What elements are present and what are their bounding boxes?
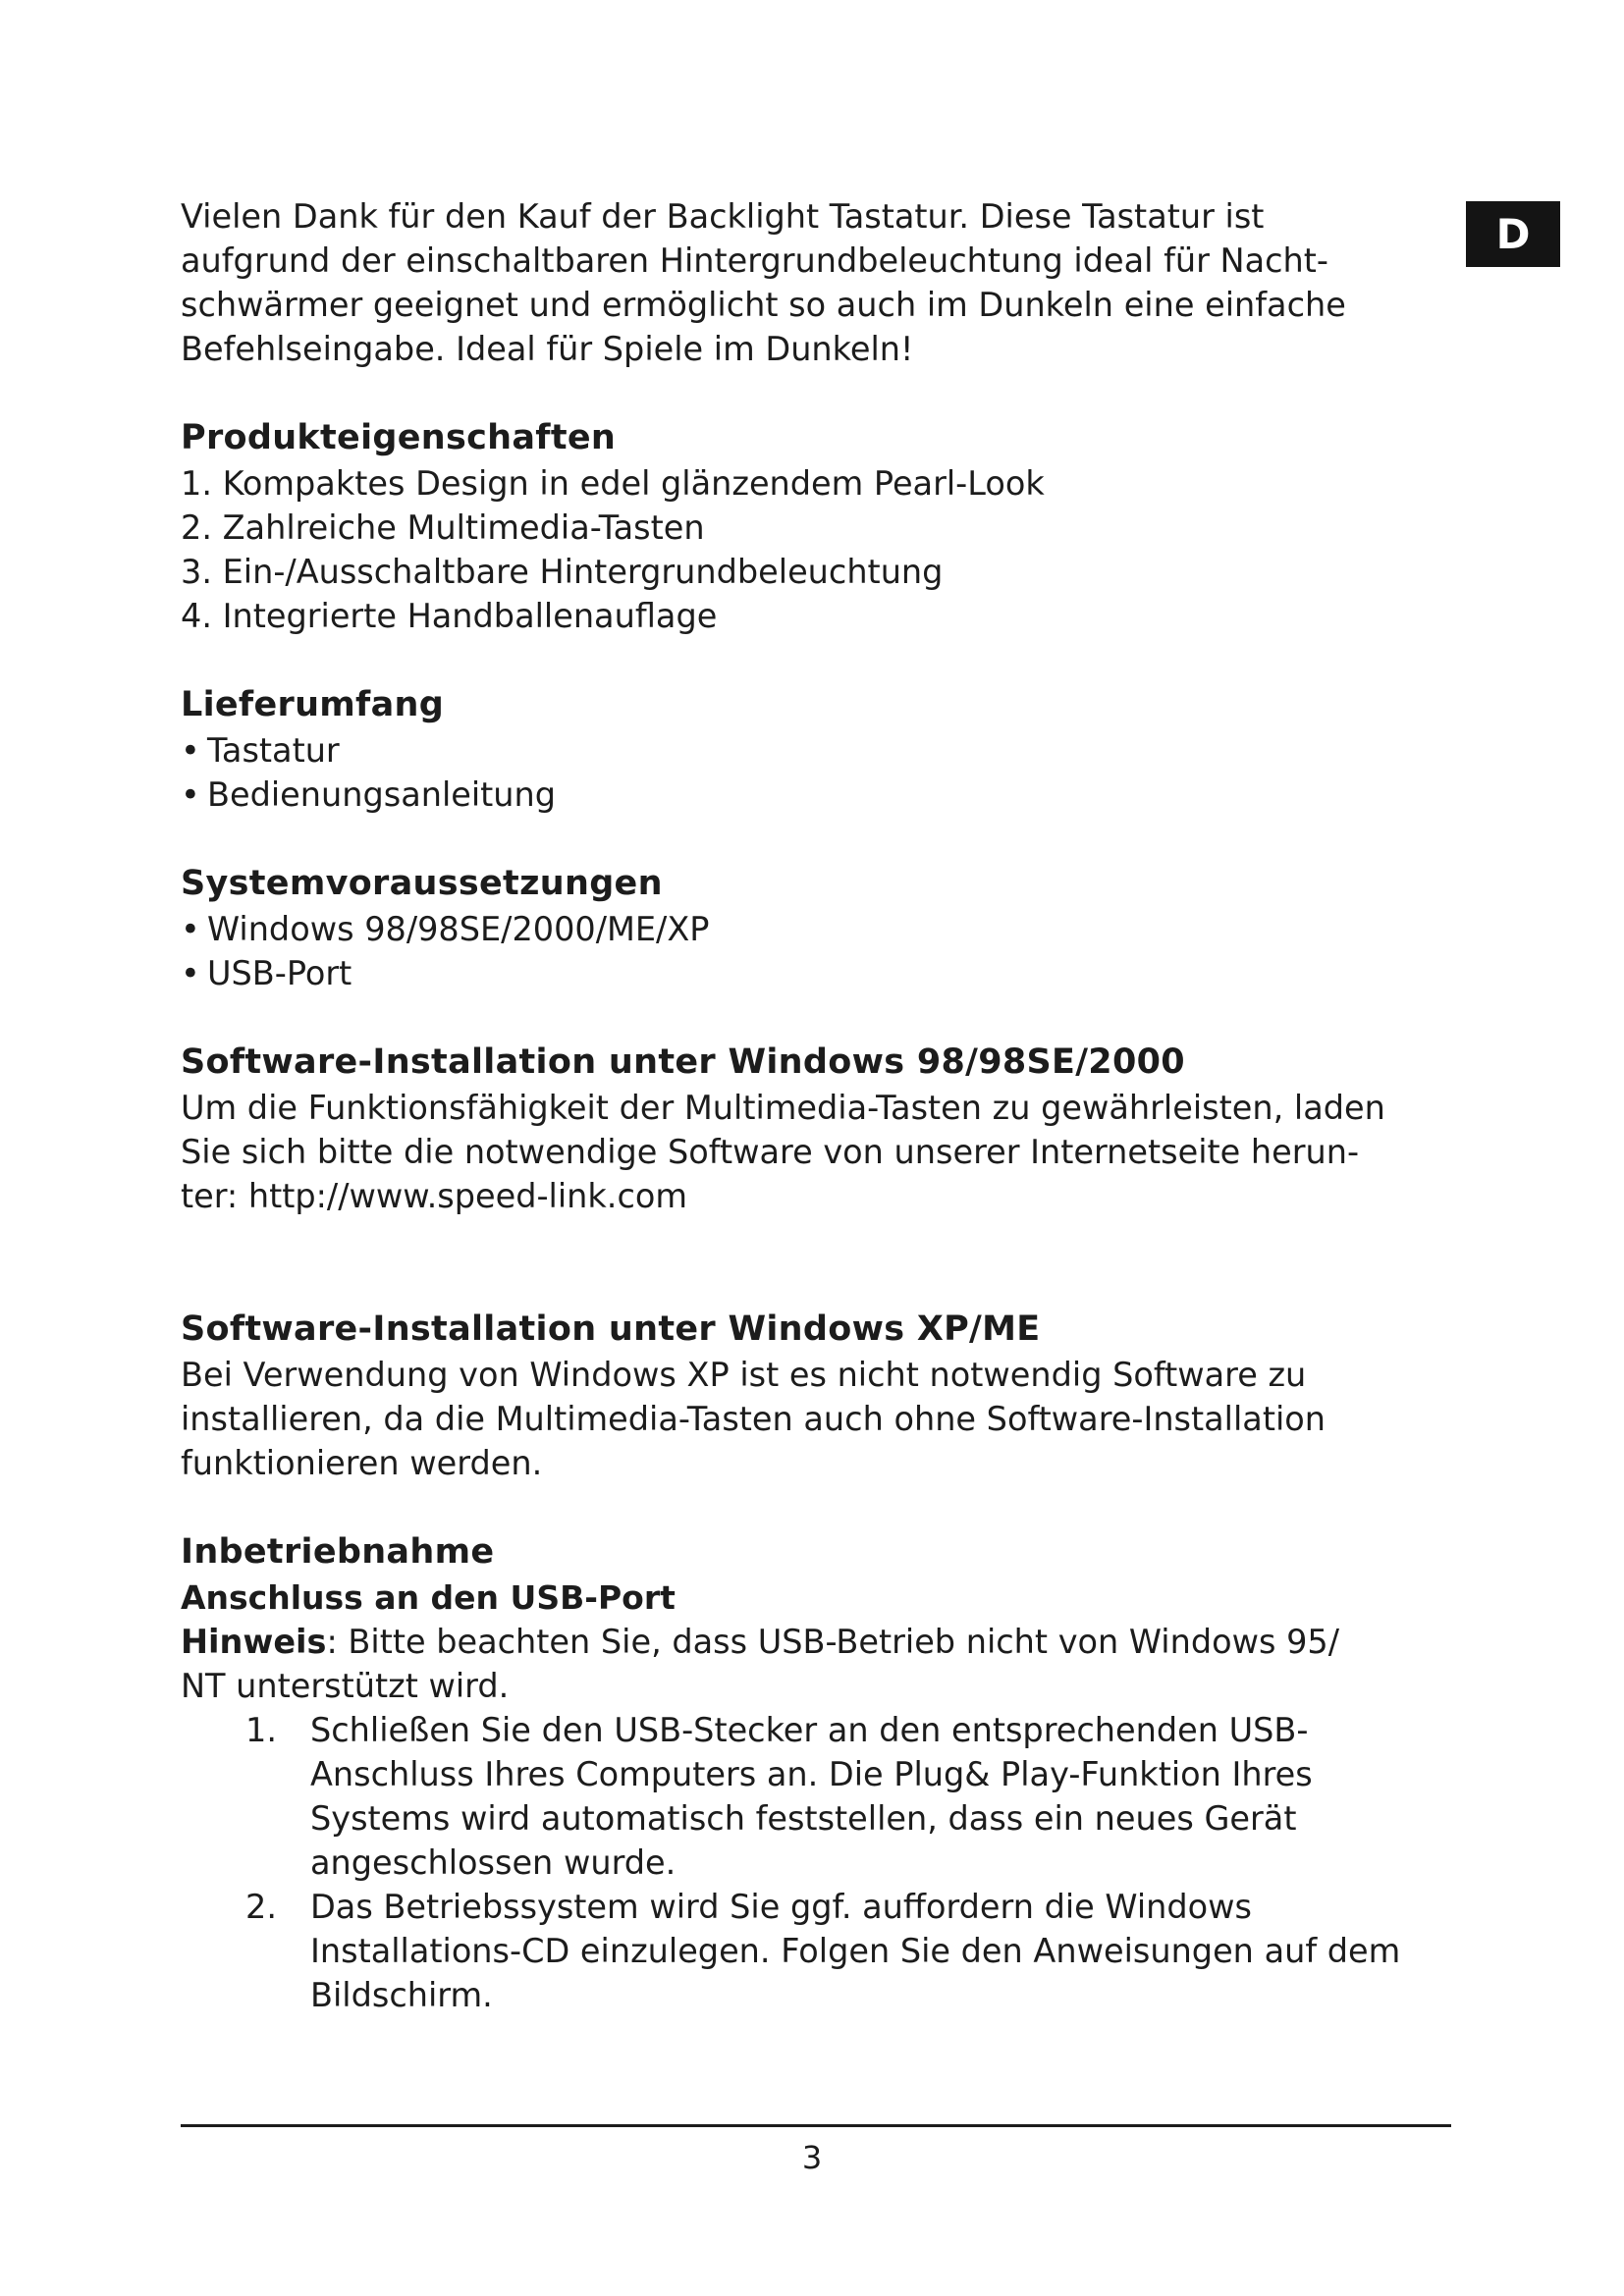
footer-divider xyxy=(181,2124,1451,2127)
list-item xyxy=(181,951,1447,995)
hint-label: Hinweis xyxy=(181,1623,327,1661)
scope-list xyxy=(181,728,1447,817)
intro-paragraph xyxy=(181,194,1447,371)
intro-line: Befehlseingabe. Ideal für Spiele im Dunkeln! xyxy=(181,330,914,368)
page-number: 3 xyxy=(801,2139,823,2176)
intro-line: aufgrund der einschaltbaren Hintergrundbeleuchtung ideal für Nacht- xyxy=(181,241,1328,280)
section-heading: Systemvoraussetzungen xyxy=(181,864,663,903)
list-item-text: USB-Port xyxy=(207,954,352,992)
list-item: 1. Kompaktes Design in edel glänzendem Pearl-Look xyxy=(181,464,1045,503)
text-line: Schließen Sie den USB-Stecker an den entsprechenden USB- xyxy=(310,1711,1309,1749)
step-number: 1. xyxy=(245,1711,277,1749)
list-item: 4. Integrierte Handballenauflage xyxy=(181,597,718,635)
scope-section xyxy=(181,682,1447,817)
install-98-section xyxy=(181,1040,1447,1218)
text-line: Um die Funktionsfähigkeit der Multimedia-Tasten zu gewährleisten, laden xyxy=(181,1089,1385,1127)
list-item xyxy=(181,907,1447,951)
text-line: Installations-CD einzulegen. Folgen Sie den Anweisungen auf dem xyxy=(310,1932,1401,1970)
requirements-list xyxy=(181,907,1447,995)
text-line: NT unterstützt wird. xyxy=(181,1667,510,1705)
section-paragraph xyxy=(181,1086,1447,1218)
sub-heading: Anschluss an den USB-Port xyxy=(181,1578,676,1617)
list-item-text: Tastatur xyxy=(207,731,340,770)
list-item xyxy=(181,728,1447,773)
list-item-text: Windows 98/98SE/2000/ME/XP xyxy=(207,910,710,948)
requirements-section xyxy=(181,861,1447,995)
text-line: : Bitte beachten Sie, dass USB-Betrieb nicht von Windows 95/ xyxy=(326,1623,1340,1661)
section-paragraph xyxy=(181,1353,1447,1485)
bullet-icon: • xyxy=(181,954,200,992)
text-line: Sie sich bitte die notwendige Software von unserer Internetseite herun- xyxy=(181,1133,1360,1171)
list-item: 3. Ein-/Ausschaltbare Hintergrundbeleuchtung xyxy=(181,553,944,591)
text-line: installieren, da die Multimedia-Tasten auch ohne Software-Installation xyxy=(181,1400,1326,1438)
hint-paragraph xyxy=(181,1620,1447,1708)
bullet-icon: • xyxy=(181,910,200,948)
text-line: ter: http://www.speed-link.com xyxy=(181,1177,687,1215)
intro-line: schwärmer geeignet und ermöglicht so auch im Dunkeln eine einfache xyxy=(181,286,1346,324)
text-line: Anschluss Ihres Computers an. Die Plug& Play-Funktion Ihres xyxy=(310,1755,1313,1793)
section-heading: Software-Installation unter Windows XP/ME xyxy=(181,1309,1041,1349)
install-xp-section xyxy=(181,1307,1447,1485)
section-heading: Produkteigenschaften xyxy=(181,418,617,457)
step-item xyxy=(245,1885,1447,2017)
text-line: Bei Verwendung von Windows XP ist es nicht notwendig Software zu xyxy=(181,1356,1307,1394)
list-item: 2. Zahlreiche Multimedia-Tasten xyxy=(181,508,705,547)
features-section xyxy=(181,415,1447,638)
setup-steps xyxy=(181,1708,1447,2017)
text-line: funktionieren werden. xyxy=(181,1444,543,1482)
text-line: Bildschirm. xyxy=(310,1976,493,2014)
text-line: Systems wird automatisch feststellen, dass ein neues Gerät xyxy=(310,1799,1297,1838)
section-heading: Lieferumfang xyxy=(181,685,445,724)
bullet-icon: • xyxy=(181,731,200,770)
language-tab: D xyxy=(1466,201,1560,267)
text-line: Das Betriebssystem wird Sie ggf. auffordern die Windows xyxy=(310,1888,1252,1926)
setup-section xyxy=(181,1529,1447,2017)
list-item xyxy=(181,773,1447,817)
intro-line: Vielen Dank für den Kauf der Backlight Tastatur. Diese Tastatur ist xyxy=(181,197,1265,236)
step-item xyxy=(245,1708,1447,1885)
text-line: angeschlossen wurde. xyxy=(310,1843,677,1882)
list-item-text: Bedienungsanleitung xyxy=(207,775,557,814)
step-number: 2. xyxy=(245,1888,277,1926)
features-list xyxy=(181,461,1447,638)
page-content xyxy=(181,194,1447,2017)
section-heading: Software-Installation unter Windows 98/98SE/2000 xyxy=(181,1042,1185,1082)
section-heading: Inbetriebnahme xyxy=(181,1532,495,1572)
bullet-icon: • xyxy=(181,775,200,814)
